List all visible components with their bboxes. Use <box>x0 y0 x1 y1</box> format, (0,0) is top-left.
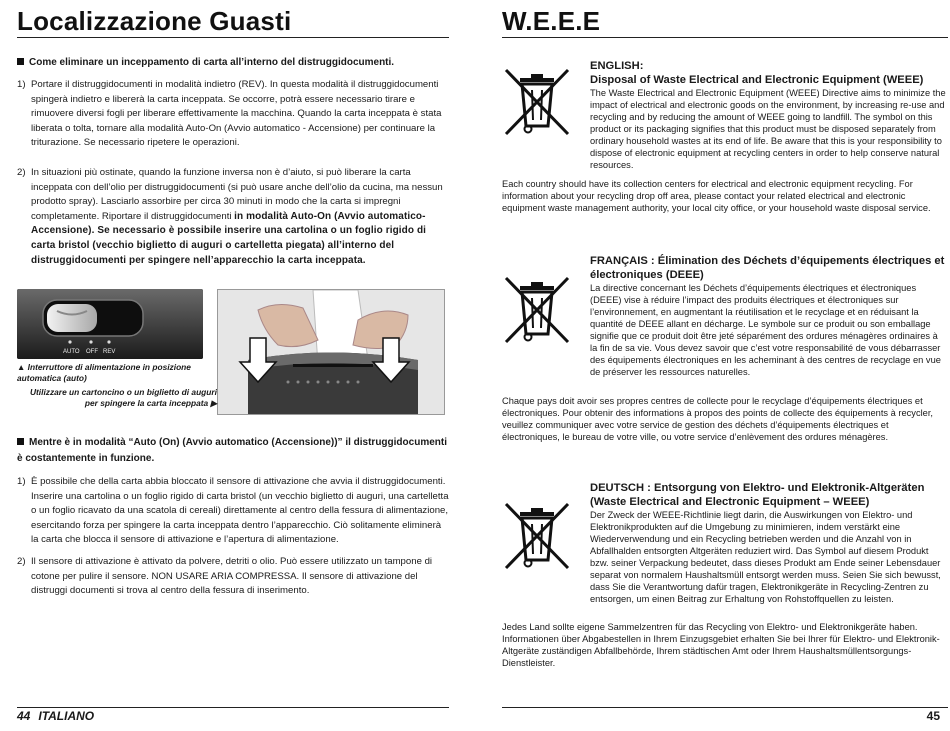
page-number: 45 <box>926 709 940 723</box>
german-heading: DEUTSCH : Entsorgung von Elektro- und Elektronik-Altgeräten (Waste Electrical and Electronic Equipment – WEEE) <box>590 482 925 508</box>
power-switch-photo <box>17 289 203 359</box>
left-page <box>0 0 470 731</box>
list-item: 2) In situazioni più ostinate, quando la funzione inversa non è d’aiuto, si può liberare la carta inceppata con dell’olio per distruggidocumenti (si può usare anche dell’olio da cucina, ma nessun prodotto spray). Lasciarlo assorbire per circa 30 minuti in modo che la carta si impregni completamente. Riportare il distruggidocumenti in modalità Auto-On (Avvio automatico-Accensione). Se necessario è possibile inserire una cartolina o un foglio rigido di carta bristol (vecchio biglietto di auguri o cartelletta piegata) all’interno del distruggidocumenti per spingere nell’apparecchio la carta inceppata. <box>17 167 443 266</box>
triangle-right-icon: ▶ <box>210 398 217 408</box>
french-body: La directive concernant les Déchets d’équipements électriques et électroniques (DEEE) vise à réduire l’impact des produits électriques et électroniques sur l’environnement, en augmentant la réutilisation et le recyclage et en réduisant la quantité de DEEE allant en décharge. Le symbole sur ce produit ou son emballage signifie que ce produit doit être jeté séparément des ordures ménagères ordinaires à la fin de sa vie. Vous devez savoir que c’est votre responsabilité de vous débarrasser des équipements électroniques en les acheminant à des centres de recyclage en vue de préserver les ressources naturelles. <box>590 283 941 377</box>
shredder-illustration <box>217 289 445 415</box>
crossed-bin-icon <box>502 66 572 138</box>
section-heading-auto-mode: Mentre è in modalità “Auto (On) (Avvio automatico (Accensione))” il distruggidocumenti è costantemente in funzione. <box>17 437 447 464</box>
list-item: 2) Il sensore di attivazione è attivato da polvere, detriti o olio. Può essere utilizzato un tampone di cotone per pulire il sensore. NON USARE ARIA COMPRESSA. Il sensore di attivazione del distruggi documenti si trova al centro della fessura di inserimento. <box>17 556 433 597</box>
triangle-up-icon: ▲ <box>17 362 26 372</box>
page-number: 44 <box>17 709 31 723</box>
english-heading: ENGLISH: <box>590 60 644 72</box>
english-body: The Waste Electrical and Electronic Equipment (WEEE) Directive aims to minimize the impact of electrical and electronic goods on the environment, by increasing re-use and recycling and by reducing the amount of WEEE going to landfill. The symbol on this product or its packaging signifies that this product must be disposed separately from ordinary household wastes at its end of life. Be aware that this is your responsibility to dispose of electronic equipment at recycling centers in order to help conserve natural resources. <box>590 88 946 170</box>
french-collection-text: Chaque pays doit avoir ses propres centres de collecte pour le recyclage d’équipements électriques et électroniques. Pour obtenir des informations à propos des points de collecte des équipements à recycler, veuillez communiquer avec votre service de gestion des déchets d’équipements électriques et électroniques, le bureau de votre ville, ou votre service d’enlèvement des ordures ménagères. <box>502 396 934 442</box>
switch-label-rev: REV <box>103 349 116 355</box>
switch-label-off: OFF <box>86 349 98 355</box>
list-item: 1) È possibile che della carta abbia bloccato il sensore di attivazione che avvia il distruggidocumenti. Inserire una cartolina o un foglio rigido di carta bristol (un vecchio biglietto di auguri, una cartelletta o un foglio ricavato da una scatola di cereali) direttamente al centro della fessura di alimentazione, esercitando forza per spingere la carta inceppata dentro l’apparecchio. Ciò solitamente eliminerà la carta che blocca il sensore di attivazione e l’apertura di alimentazione. <box>17 476 449 546</box>
french-heading: FRANÇAIS : Élimination des Déchets d’équipements électriques et électroniques (DEEE) <box>590 255 945 281</box>
german-collection-text: Jedes Land sollte eigene Sammelzentren für das Recycling von Elektro- und Elektronikgeräte haben. Informationen über Abgabestellen in Ihrem Einzugsgebiet erhalten Sie bei Ihrer für Elektro- und Elektronik-Altgeräte zuständigen Abfallbehörde, Ihrem städtischen Amt oder Ihrem Haushaltsmüllentsorgungs-Dienstleister. <box>502 622 940 668</box>
square-bullet-icon <box>17 438 24 445</box>
english-collection-text: Each country should have its collection centers for electrical and electronic equipment recycling. For information about your recycling drop off area, please contact your related electrical and electronic equipment waste management authority, your local city office, or your household waste disposal service. <box>502 179 931 213</box>
square-bullet-icon <box>17 58 24 65</box>
english-subheading: Disposal of Waste Electrical and Electronic Equipment (WEEE) <box>590 74 924 86</box>
footer-rule <box>502 707 948 708</box>
page-footer <box>17 709 94 723</box>
title-rule <box>17 37 449 38</box>
english-section <box>590 59 946 171</box>
caption-card: Utilizzare un cartoncino o un biglietto di auguri per spingere la carta inceppata ▶ <box>29 387 217 408</box>
right-page <box>480 0 950 731</box>
section-heading-paper-jam: Come eliminare un inceppamento di carta all’interno del distruggidocumenti. <box>17 55 449 71</box>
page-title: Localizzazione Guasti <box>17 6 292 36</box>
list-item: 1) Portare il distruggidocumenti in modalità indietro (REV). In questa modalità il distruggidocumenti spingerà indietro e libererà la carta inceppata. Se occorre, potrà essere necessario tirare e rimuovere diversi fogli per liberare effettivamente la macchina. Quando la carta inceppata è stata liberata o tolta, tornare alla modalità Auto-On (Avvio automatico - Accensione) per continuare la triturazione. Se necessario ripetere le operazioni. <box>17 79 442 149</box>
french-section <box>590 254 946 378</box>
page-title: W.E.E.E <box>502 6 601 36</box>
title-rule <box>502 37 948 38</box>
crossed-bin-icon <box>502 274 572 346</box>
footer-rule <box>17 707 449 708</box>
language-label: ITALIANO <box>38 709 95 723</box>
german-body: Der Zweck der WEEE-Richtlinie liegt darin, die Auswirkungen von Elektro- und Elektronikprodukten auf die Umgebung zu minimieren, indem verstärkt eine Wiederverwendung und ein Recycling betrieben werden und die Anzahl von in Abfallhalden entsorgten Altgeräten reduziert wird. Das Symbol auf diesem Produkt bzw. seiner Verpackung bedeutet, dass dieses Produkt am Ende seiner Lebensdauer separat von normalem Haushaltsmüll entsorgt werden muss. Seien Sie sich bewusst, dass Sie die Verantwortung dafür tragen, Elektronikgeräte in Recycling-Zentren zu entsorgen, um einen Beitrag zur Erhaltung von Rohstoffquellen zu leisten. <box>590 510 941 604</box>
switch-label-auto: AUTO <box>63 349 80 355</box>
crossed-bin-icon <box>502 500 572 572</box>
german-section <box>590 481 946 605</box>
caption-power-switch: ▲ Interruttore di alimentazione in posizione automatica (auto) <box>17 362 191 383</box>
